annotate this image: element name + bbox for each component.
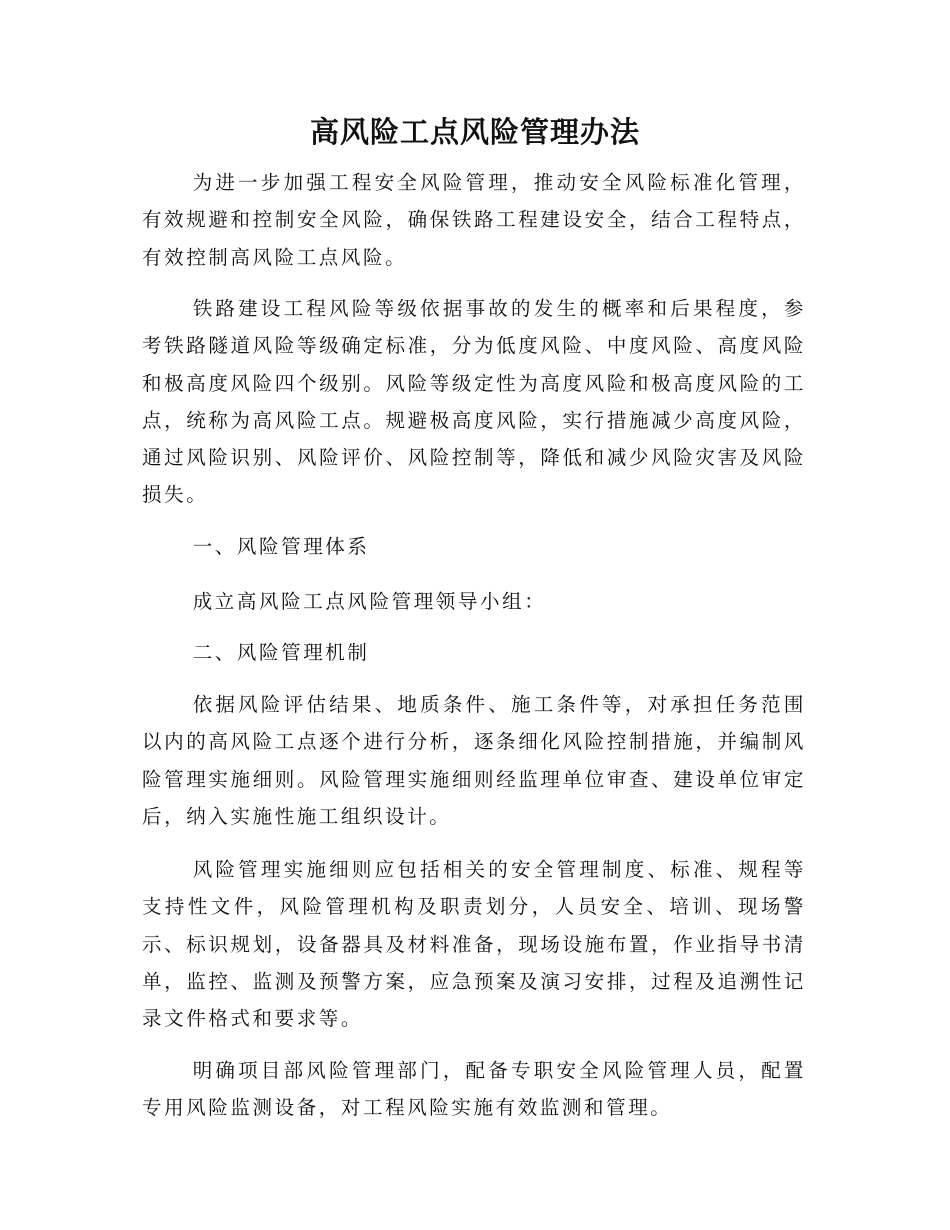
paragraph-risk-analysis: 依据风险评估结果、地质条件、施工条件等，对承担任务范围以内的高风险工点逐个进行分析，逐条细化风险控制措施，并编制风险管理实施细则。风险管理实施细则经监理单位审查、建设单位审定后，纳入实施性施工组织设计。 (142, 693, 806, 828)
section-heading-risk-system: 一、风险管理体系 (192, 535, 370, 558)
paragraph-implementation-rules: 风险管理实施细则应包括相关的安全管理制度、标准、规程等支持性文件，风险管理机构及职责划分，人员安全、培训、现场警示、标识规划，设备器具及材料准备，现场设施布置，作业指导书清单，监控、监测及预警方案，应急预案及演习安排，过程及追溯性记录文件格式和要求等。 (142, 858, 806, 1031)
paragraph-leadership-group: 成立高风险工点风险管理领导小组： (192, 590, 547, 613)
section-heading-risk-mechanism: 二、风险管理机制 (192, 641, 370, 664)
paragraph-department-staffing: 明确项目部风险管理部门，配备专职安全风险管理人员，配置专用风险监测设备，对工程风险实施有效监测和管理。 (142, 1059, 806, 1120)
paragraph-intro: 为进一步加强工程安全风险管理，推动安全风险标准化管理，有效规避和控制安全风险，确保铁路工程建设安全，结合工程特点，有效控制高风险工点风险。 (142, 171, 806, 269)
paragraph-risk-levels: 铁路建设工程风险等级依据事故的发生的概率和后果程度，参考铁路隧道风险等级确定标准，分为低度风险、中度风险、高度风险和极高度风险四个级别。风险等级定性为高度风险和极高度风险的工点，统称为高风险工点。规避极高度风险，实行措施减少高度风险，通过风险识别、风险评价、风险控制等，降低和减少风险灾害及风险损失。 (142, 297, 806, 507)
document-title: 高风险工点风险管理办法 (309, 115, 640, 149)
